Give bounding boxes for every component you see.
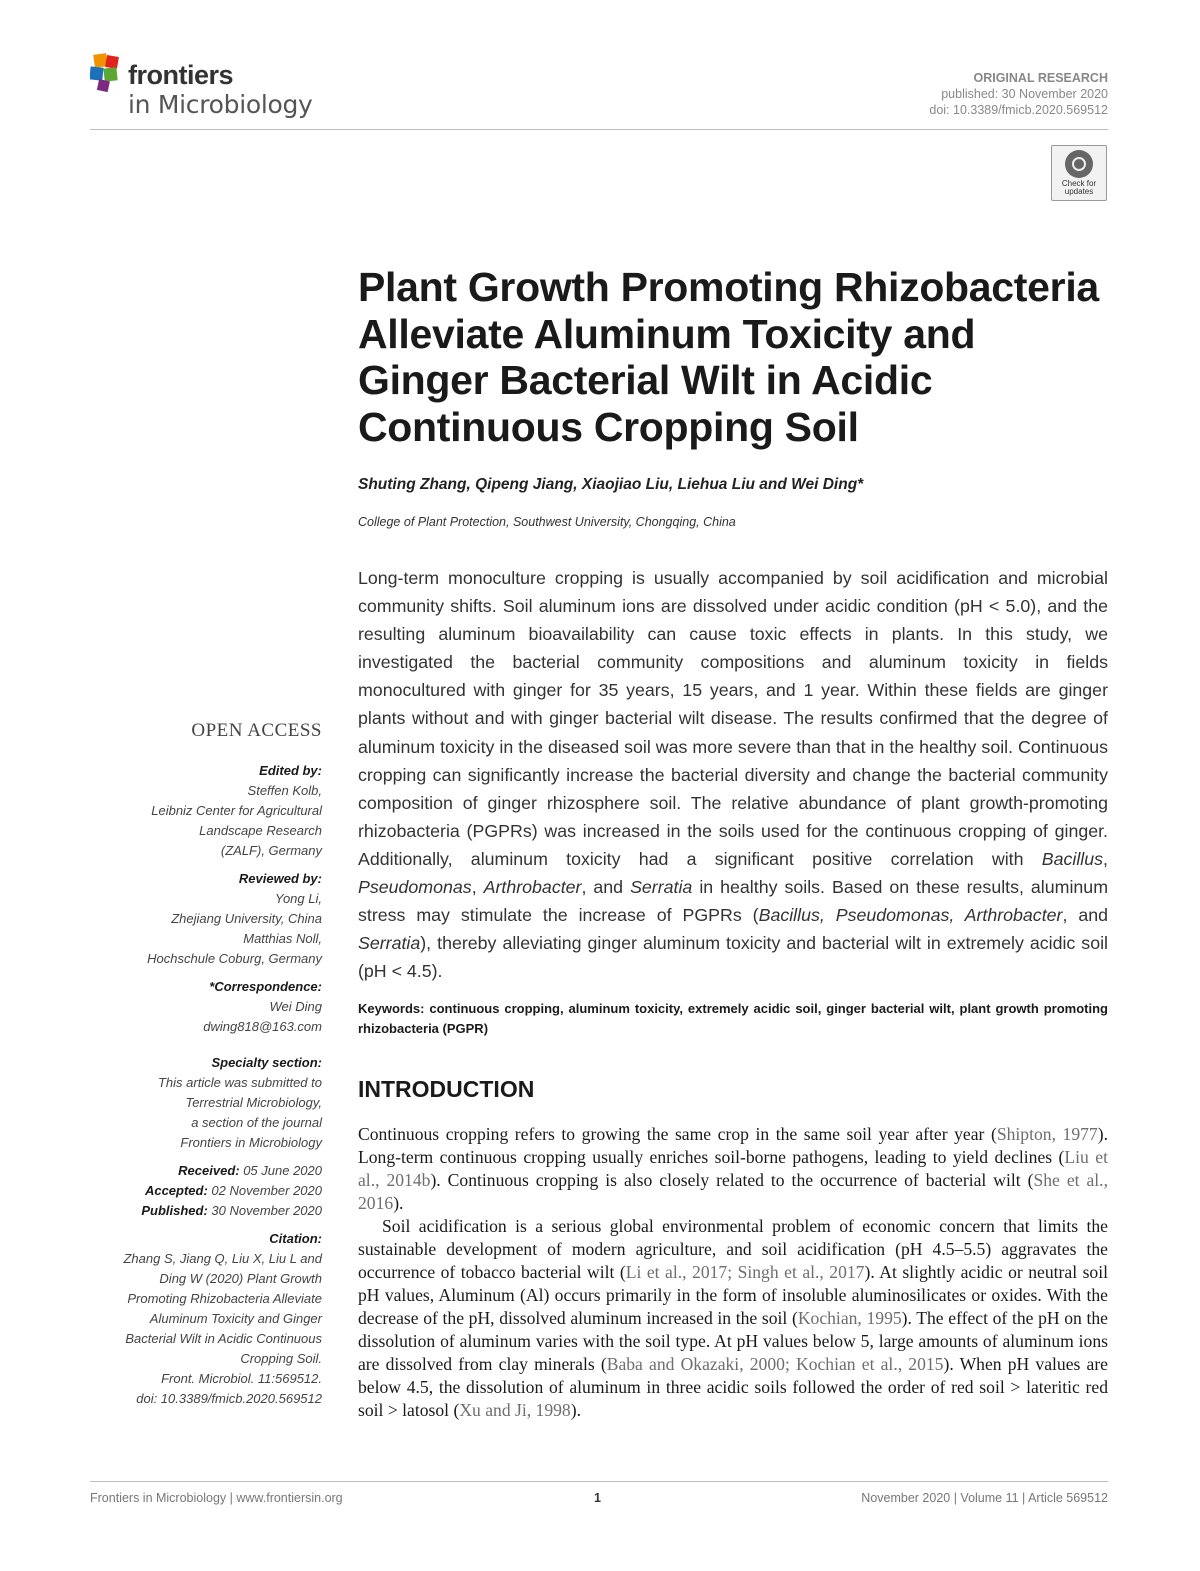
journal-name: in Microbiology [128, 90, 313, 119]
citation-link[interactable]: She et al., 2016 [358, 1170, 1108, 1213]
specialty-line: This article was submitted to [157, 1075, 322, 1090]
reviewer-line: Matthias Noll, [243, 931, 322, 946]
citation-line: Promoting Rhizobacteria Alleviate [127, 1291, 322, 1306]
citation-line: Ding W (2020) Plant Growth [159, 1271, 322, 1286]
accepted-date: Accepted: 02 November 2020 [144, 1183, 322, 1198]
article-meta [929, 70, 1108, 118]
citation-link[interactable]: Kochian, 1995 [797, 1308, 902, 1328]
footer-journal-link[interactable]: Frontiers in Microbiology | www.frontiersin.org [90, 1491, 343, 1505]
received-date: Received: 05 June 2020 [178, 1163, 322, 1178]
citation-line: Zhang S, Jiang Q, Liu X, Liu L and [123, 1251, 322, 1266]
article-type: ORIGINAL RESEARCH [973, 71, 1108, 85]
header-divider [90, 129, 1108, 130]
keywords: Keywords: continuous cropping, aluminum toxicity, extremely acidic soil, ginger bacterial wilt, plant growth promoting rhizobacteria (PGPR) [358, 1001, 1108, 1036]
abstract: Long-term monoculture cropping is usually accompanied by soil acidification and microbial community shifts. Soil aluminum ions are dissolved under acidic condition (pH < 5.0), and the resulting aluminum bioavailability can cause toxic effects in plants. In this study, we investigated the bacterial community compositions and aluminum toxicity in fields monocultured with ginger for 35 years, 15 years, and 1 year. Within these fields are ginger plants without and with ginger bacterial wilt disease. The results confirmed that the degree of aluminum toxicity in the diseased soil was more severe than that in the healthy soil. Continuous cropping can significantly increase the bacterial diversity and change the bacterial community composition of ginger rhizosphere soil. The relative abundance of plant growth-promoting rhizobacteria (PGPRs) was increased in the soils used for the continuous cropping of ginger. Additionally, aluminum toxicity had a significant positive correlation with Bacillus, Pseudomonas, Arthrobacter, and Serratia in healthy soils. Based on these results, aluminum stress may stimulate the increase of PGPRs (Bacillus, Pseudomonas, Arthrobacter, and Serratia), thereby alleviating ginger aluminum toxicity and bacterial wilt in extremely acidic soil (pH < 4.5). [358, 568, 1108, 982]
specialty-line: Frontiers in Microbiology [180, 1135, 322, 1150]
reviewer-line: Yong Li, [275, 891, 322, 906]
citation-line: Aluminum Toxicity and Ginger [149, 1311, 322, 1326]
citation-link[interactable]: Baba and Okazaki, 2000; Kochian et al., 2015 [606, 1354, 944, 1374]
citation-link[interactable]: Liu et al., 2014b [358, 1147, 1108, 1190]
author-list: Shuting Zhang, Qipeng Jiang, Xiaojiao Liu, Liehua Liu and Wei Ding* [358, 476, 864, 493]
edited-by-label: Edited by: [259, 763, 322, 778]
intro-paragraph-1: Continuous cropping refers to growing the same crop in the same soil year after year (Shipton, 1977). Long-term continuous cropping usually enriches soil-borne pathogens, leading to yield declines (Liu et al., 2014b). Continuous cropping is also closely related to the occurrence of bacterial wilt (She et al., 2016). [358, 1124, 1108, 1213]
correspondence-name: Wei Ding [269, 999, 322, 1014]
citation-line: Front. Microbiol. 11:569512. [161, 1371, 322, 1386]
specialty-line: Terrestrial Microbiology, [185, 1095, 322, 1110]
article-info-sidebar [90, 719, 322, 1409]
article-title: Plant Growth Promoting Rhizobacteria Alleviate Aluminum Toxicity and Ginger Bacterial Wilt in Acidic Continuous Cropping Soil [358, 264, 1099, 450]
brand-name: frontiers [128, 60, 234, 90]
section-heading-introduction: INTRODUCTION [358, 1076, 535, 1102]
footer-divider [90, 1481, 1108, 1482]
frontiers-logo-icon [90, 52, 126, 96]
specialty-section-label: Specialty section: [211, 1055, 322, 1070]
citation-doi-link[interactable]: doi: 10.3389/fmicb.2020.569512 [136, 1391, 322, 1406]
check-updates-label: Check for updates [1061, 179, 1097, 196]
open-access-label: OPEN ACCESS [191, 720, 322, 741]
editor-line: Landscape Research [199, 823, 322, 838]
citation-line: Cropping Soil. [240, 1351, 322, 1366]
page-number: 1 [594, 1491, 601, 1505]
editor-line: Leibniz Center for Agricultural [151, 803, 322, 818]
check-for-updates-button[interactable] [1051, 145, 1107, 201]
editor-line: (ZALF), Germany [220, 843, 322, 858]
correspondence-label: *Correspondence: [209, 979, 322, 994]
journal-logo[interactable] [90, 50, 330, 122]
editor-line: Steffen Kolb, [247, 783, 322, 798]
published-date-sidebar: Published: 30 November 2020 [141, 1203, 322, 1218]
citation-label: Citation: [269, 1231, 322, 1246]
footer-issue-info: November 2020 | Volume 11 | Article 569512 [861, 1491, 1108, 1505]
affiliation: College of Plant Protection, Southwest University, Chongqing, China [358, 515, 736, 529]
check-updates-icon [1065, 150, 1093, 178]
correspondence-email-link[interactable]: dwing818@163.com [203, 1019, 322, 1034]
reviewer-line: Hochschule Coburg, Germany [147, 951, 322, 966]
citation-link[interactable]: Li et al., 2017; Singh et al., 2017 [625, 1262, 865, 1282]
published-date: published: 30 November 2020 [941, 87, 1108, 101]
intro-paragraph-2: Soil acidification is a serious global environmental problem of economic concern that limits the sustainable development of modern agriculture, and soil acidification (pH 4.5–5.5) aggravates the occurrence of tobacco bacterial wilt (Li et al., 2017; Singh et al., 2017). At slightly acidic or neutral soil pH values, Aluminum (Al) occurs primarily in the form of insoluble aluminosilicates or oxides. With the decrease of the pH, dissolved aluminum increased in the soil (Kochian, 1995). The effect of the pH on the dissolution of aluminum varies with the soil type. At pH values below 5, large amounts of aluminum ions are dissolved from clay minerals (Baba and Okazaki, 2000; Kochian et al., 2015). When pH values are below 4.5, the dissolution of aluminum in three acidic soils followed the order of red soil > lateritic red soil > latosol (Xu and Ji, 1998). [358, 1216, 1108, 1420]
citation-line: Bacterial Wilt in Acidic Continuous [125, 1331, 322, 1346]
specialty-line: a section of the journal [191, 1115, 322, 1130]
citation-link[interactable]: Shipton, 1977 [996, 1124, 1098, 1144]
article-doi[interactable]: doi: 10.3389/fmicb.2020.569512 [929, 103, 1108, 117]
citation-link[interactable]: Xu and Ji, 1998 [459, 1400, 571, 1420]
reviewer-line: Zhejiang University, China [171, 911, 322, 926]
reviewed-by-label: Reviewed by: [238, 871, 322, 886]
